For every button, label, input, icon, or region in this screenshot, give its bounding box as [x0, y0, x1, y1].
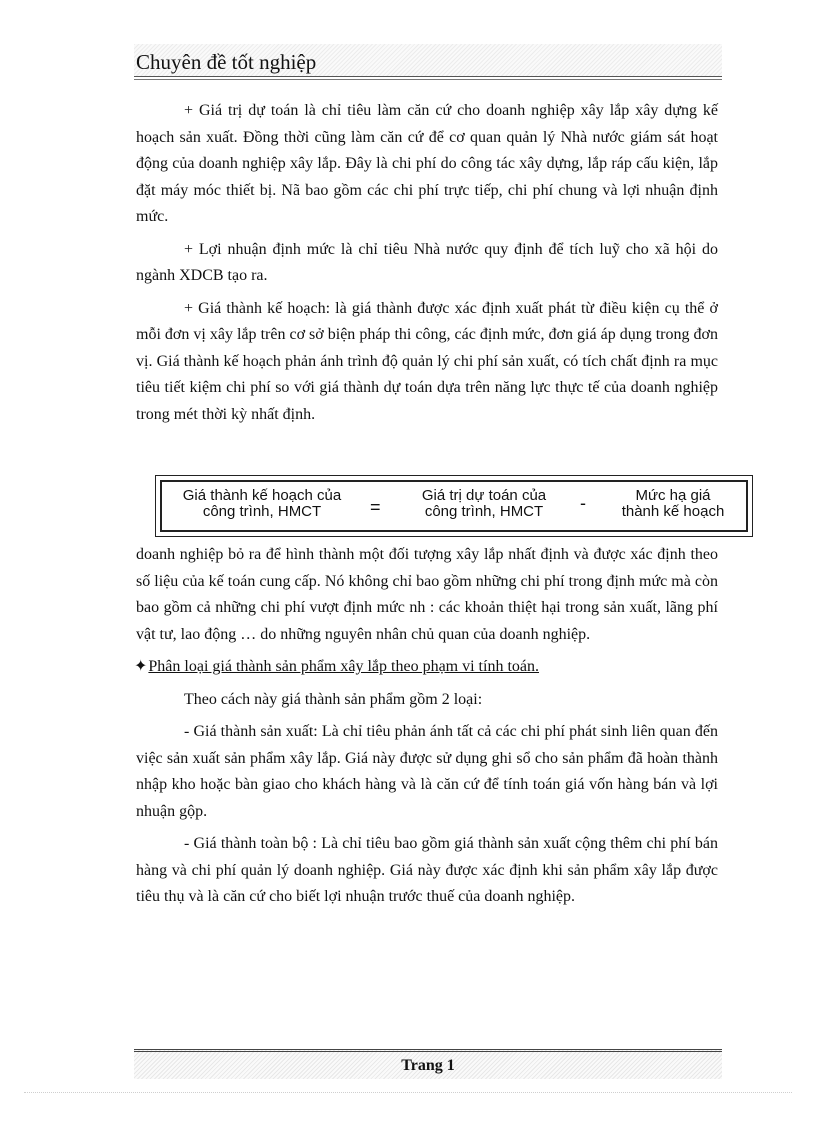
paragraph-production-cost: - Giá thành sản xuất: Là chỉ tiêu phản ánh tất cả các chi phí phát sinh liên quan đến việc sản xuất sản phẩm xây lắp. Giá này được sử dụng ghi sổ cho sản phẩm đã hoàn thành nhập kho hoặc bàn giao cho khách hàng và là căn cứ để tính toán giá vốn hàng bán và lợi nhuận gộp. [136, 723, 718, 820]
paragraph-two-types: Theo cách này giá thành sản phẩm gồm 2 loại: [184, 690, 483, 708]
paragraph-planned-cost: + Giá thành kế hoạch: là giá thành được xác định xuất phát từ điều kiện cụ thể ở mỗi đơn vị xây lắp trên cơ sở biện pháp thi công, các định mức, đơn giá áp dụng trong đơn vị. Giá thành kế hoạch phản ánh trình độ quản lý chi phí sản xuất, có tích chất định ra mục tiêu tiết kiệm chi phí so với giá thành dự toán dựa trên năng lực thực tế của doanh nghiệp trong mét thời kỳ nhất định. [136, 299, 718, 423]
section-heading: Phân loại giá thành sản phẩm xây lắp theo phạm vi tính toán. [148, 658, 539, 675]
formula-inner-border [160, 480, 748, 532]
section-heading-line [134, 654, 718, 681]
formula-right-term [600, 488, 746, 520]
formula-right-line1: Mức hạ giá [635, 487, 711, 504]
formula-box [155, 475, 753, 537]
paragraph-total-cost: - Giá thành toàn bộ : Là chỉ tiêu bao gồm giá thành sản xuất cộng thêm chi phí bán hàng và chi phí quản lý doanh nghiệp. Giá này được xác định khi sản phẩm xây lắp được tiêu thụ và là căn cứ cho biết lợi nhuận trước thuế của doanh nghiệp. [136, 835, 718, 905]
header-rule [134, 79, 722, 80]
formula-left-line2: công trình, HMCT [202, 503, 322, 520]
page-footer [134, 1049, 722, 1079]
document-body-continued [136, 542, 718, 917]
formula-middle-line1: Giá trị dự toán của [421, 487, 547, 504]
page-header [134, 44, 722, 77]
page-bottom-rule [24, 1092, 792, 1093]
paragraph-actual-cost: doanh nghiệp bỏ ra để hình thành một đối tượng xây lắp nhất định và được xác định theo số liệu của kế toán cung cấp. Nó không chỉ bao gồm những chi phí trong định mức mà còn bao gồm cả những chi phí vượt định mức nh : các khoản thiệt hại trong sản xuất, lãng phí vật tư, lao động … do những nguyên nhân chủ quan của doanh nghiệp. [136, 546, 718, 643]
star-bullet-icon: ✦ [134, 658, 148, 675]
page-number: Trang 1 [401, 1057, 455, 1074]
formula-minus-sign: - [580, 493, 586, 513]
formula-left-term [164, 488, 360, 520]
formula-right-line2: thành kế hoạch [621, 503, 725, 520]
paragraph-standard-profit: + Lợi nhuận định mức là chỉ tiêu Nhà nước quy định để tích luỹ cho xã hội do ngành XDCB tạo ra. [136, 240, 718, 284]
document-body [136, 98, 718, 434]
formula-left-line1: Giá thành kế hoạch của [182, 487, 342, 504]
header-title: Chuyên đề tốt nghiệp [136, 50, 317, 74]
formula-middle-line2: công trình, HMCT [424, 503, 544, 520]
formula-middle-term [398, 488, 570, 520]
formula-equals-sign: = [370, 497, 381, 517]
paragraph-estimate-value: + Giá trị dự toán là chỉ tiêu làm căn cứ cho doanh nghiệp xây lắp xây dựng kế hoạch sản xuất. Đồng thời cũng làm căn cứ để cơ quan quản lý Nhà nước giám sát hoạt động của doanh nghiệp xây lắp. Đây là chi phí do công tác xây dựng, lắp ráp cấu kiện, lắp đặt máy móc thiết bị. Nã bao gồm các chi phí trực tiếp, chi phí chung và lợi nhuận định mức. [136, 102, 718, 225]
